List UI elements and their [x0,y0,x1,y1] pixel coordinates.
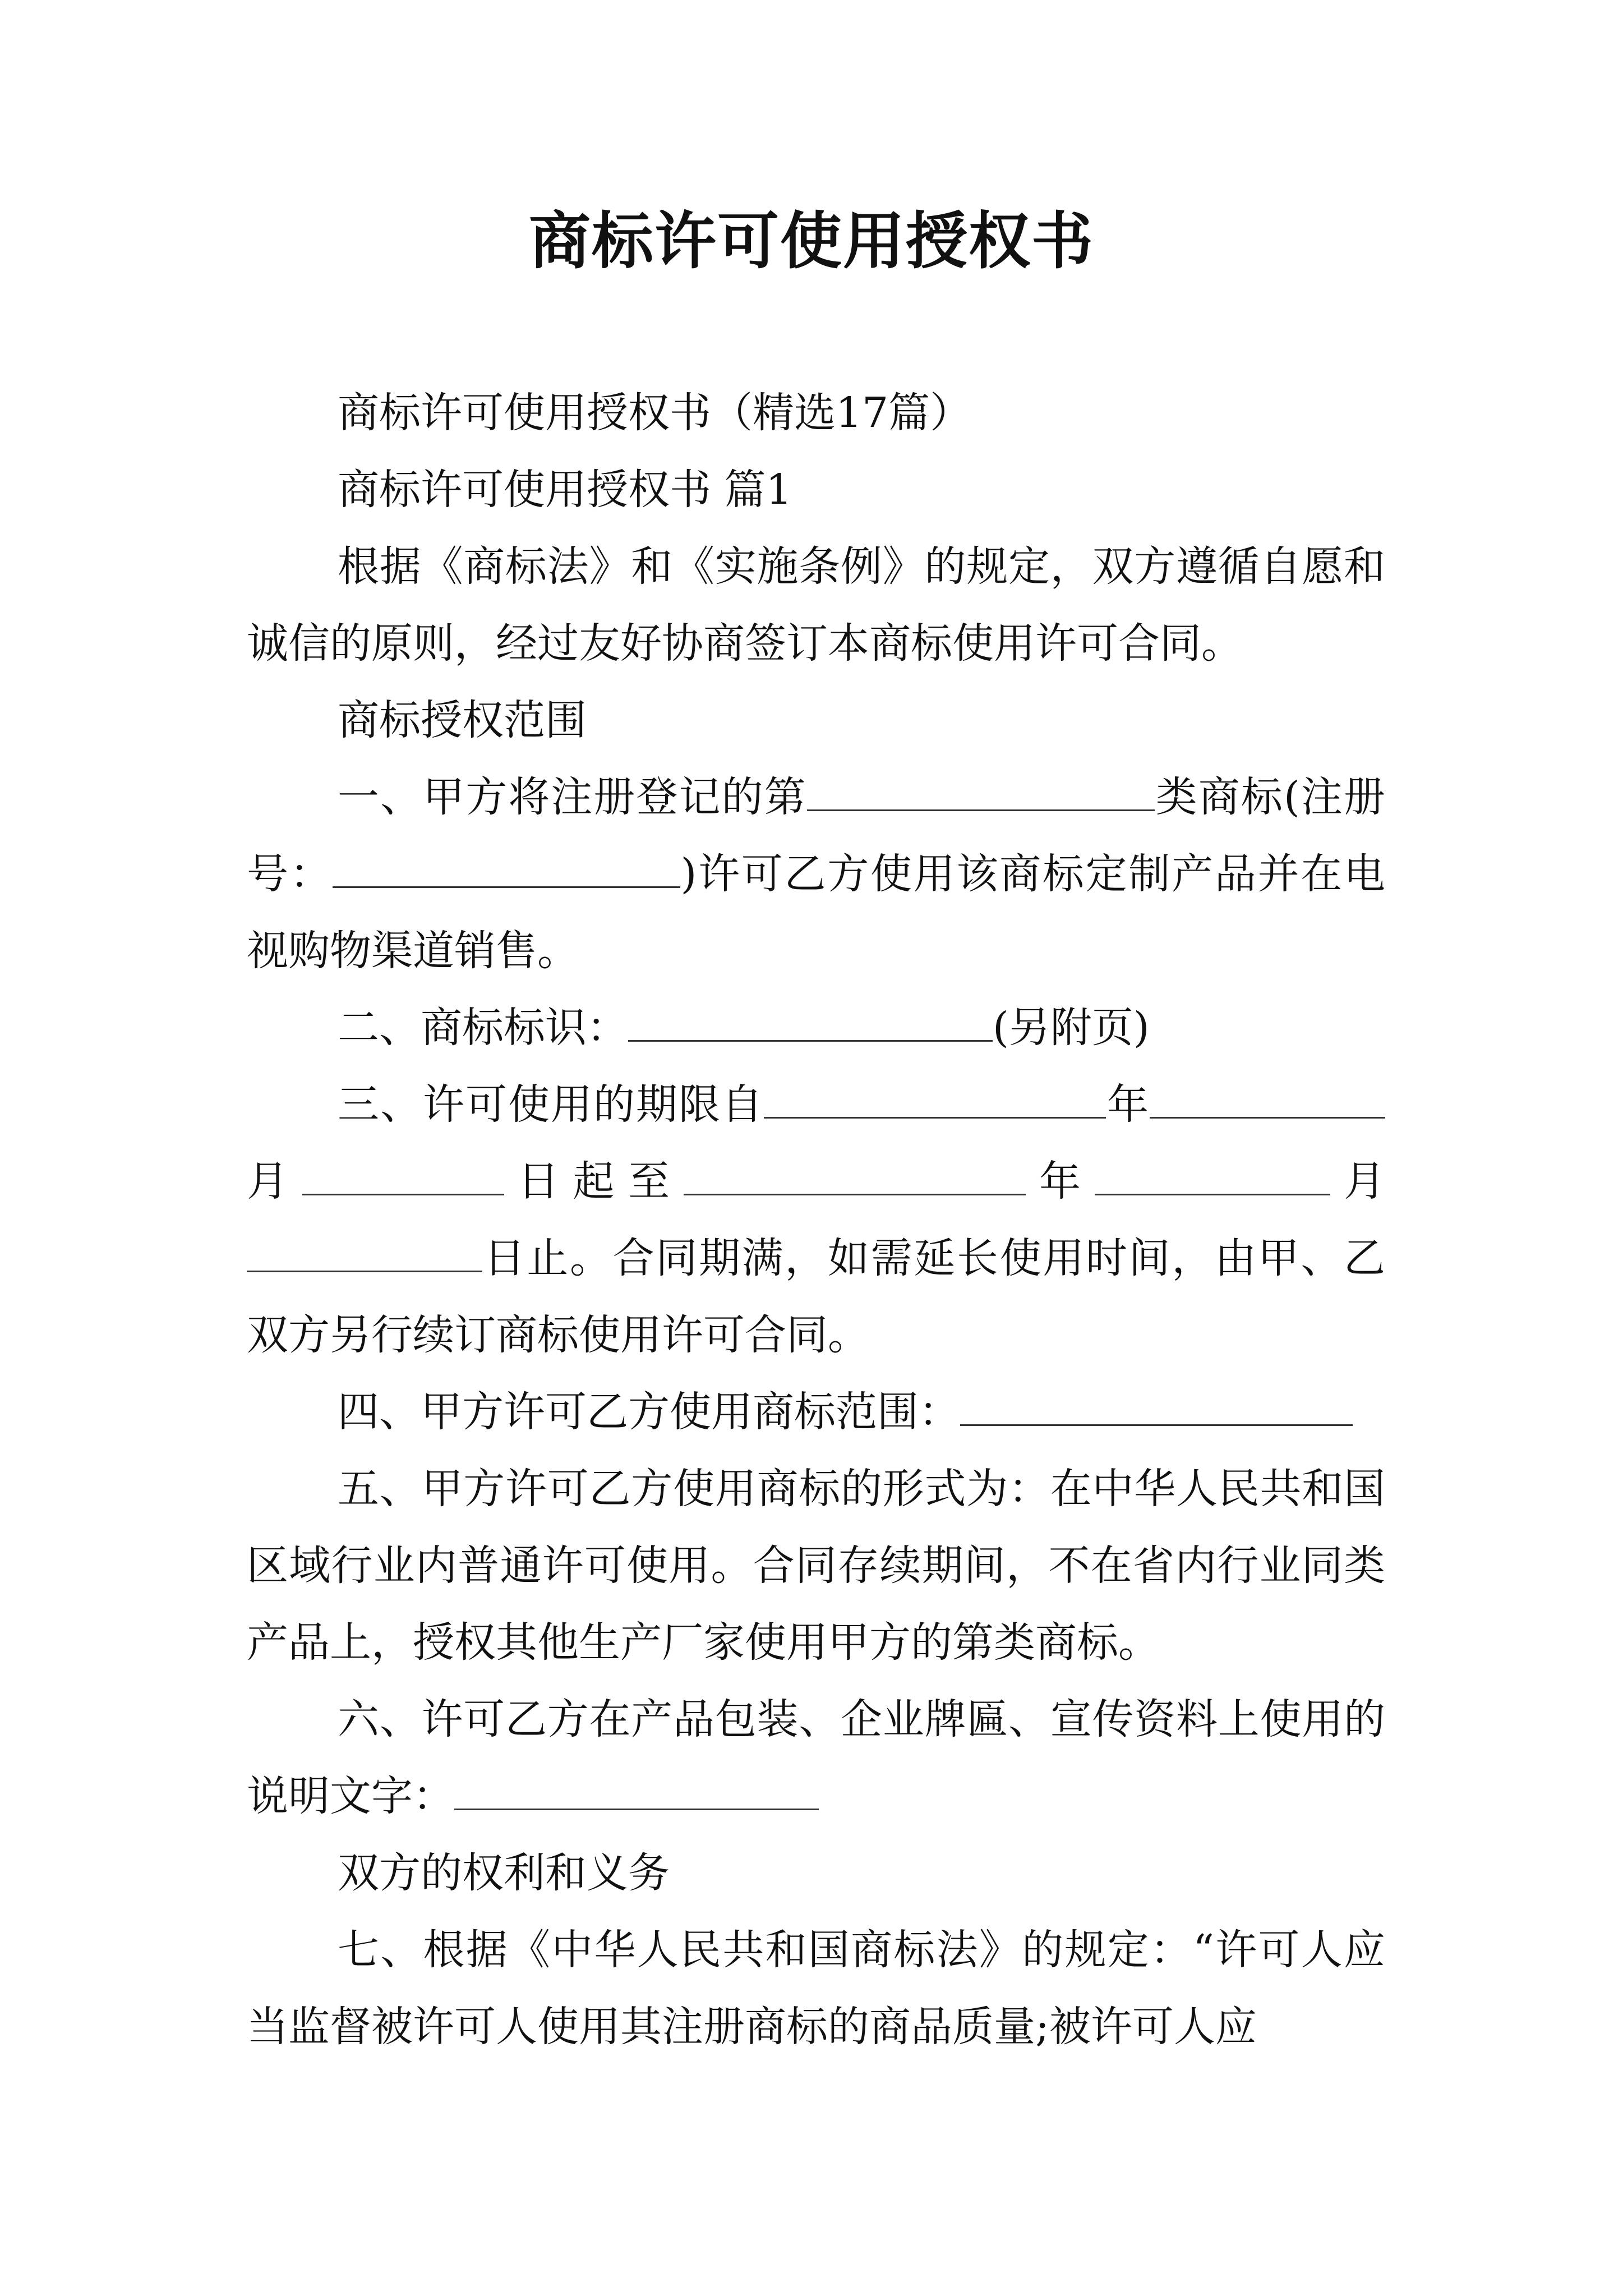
heading-scope: 商标授权范围 [338,696,587,744]
clause-4: 四、甲方许可乙方使用商标范围： [247,1374,1385,1451]
clause-5: 五、甲方许可乙方使用商标的形式为：在中华人民共和国区域行业内普通许可使用。合同存续期间，不在省内行业同类产品上，授权其他生产厂家使用甲方的第类商标。 [247,1465,1385,1667]
document-title: 商标许可使用授权书 [529,205,1094,277]
blank-registration-number [333,846,680,888]
blank-end-month [1095,1153,1330,1195]
section-heading: 商标许可使用授权书 篇1 [338,466,792,514]
document-body [247,375,1385,2065]
blank-start-year [764,1076,1106,1119]
blank-end-year [684,1153,1026,1195]
clause-2: 二、商标标识： (另附页) [247,990,1385,1066]
clause-3: 三、许可使用的期限自 年月 日起至 年 月日止。合同期满，如需延长使用时间，由甲、乙双方另行续订商标使用许可合同。 [247,1066,1385,1374]
blank-trademark-logo [628,1000,993,1042]
blank-trademark-class [807,769,1155,811]
heading-rights: 双方的权利和义务 [338,1849,670,1897]
blank-start-day [302,1153,504,1195]
blank-end-day [247,1230,482,1272]
blank-start-month [1150,1076,1385,1119]
clause-1: 一、甲方将注册登记的第 类商标(注册号： )许可乙方使用该商标定制产品并在电视购物渠道销售。 [247,759,1385,990]
clause-6: 六、许可乙方在产品包装、企业牌匾、宣传资料上使用的说明文字： [247,1695,1385,1820]
intro-paragraph: 根据《商标法》和《实施条例》的规定，双方遵循自愿和诚信的原则，经过友好协商签订本商标使用许可合同。 [247,542,1385,668]
clause-7: 七、根据《中华人民共和国商标法》的规定：“许可人应当监督被许可人使用其注册商标的商品质量;被许可人应 [247,1926,1385,2051]
blank-usage-scope [960,1384,1353,1426]
subtitle: 商标许可使用授权书（精选17篇） [338,389,972,437]
blank-description-text [454,1768,819,1810]
